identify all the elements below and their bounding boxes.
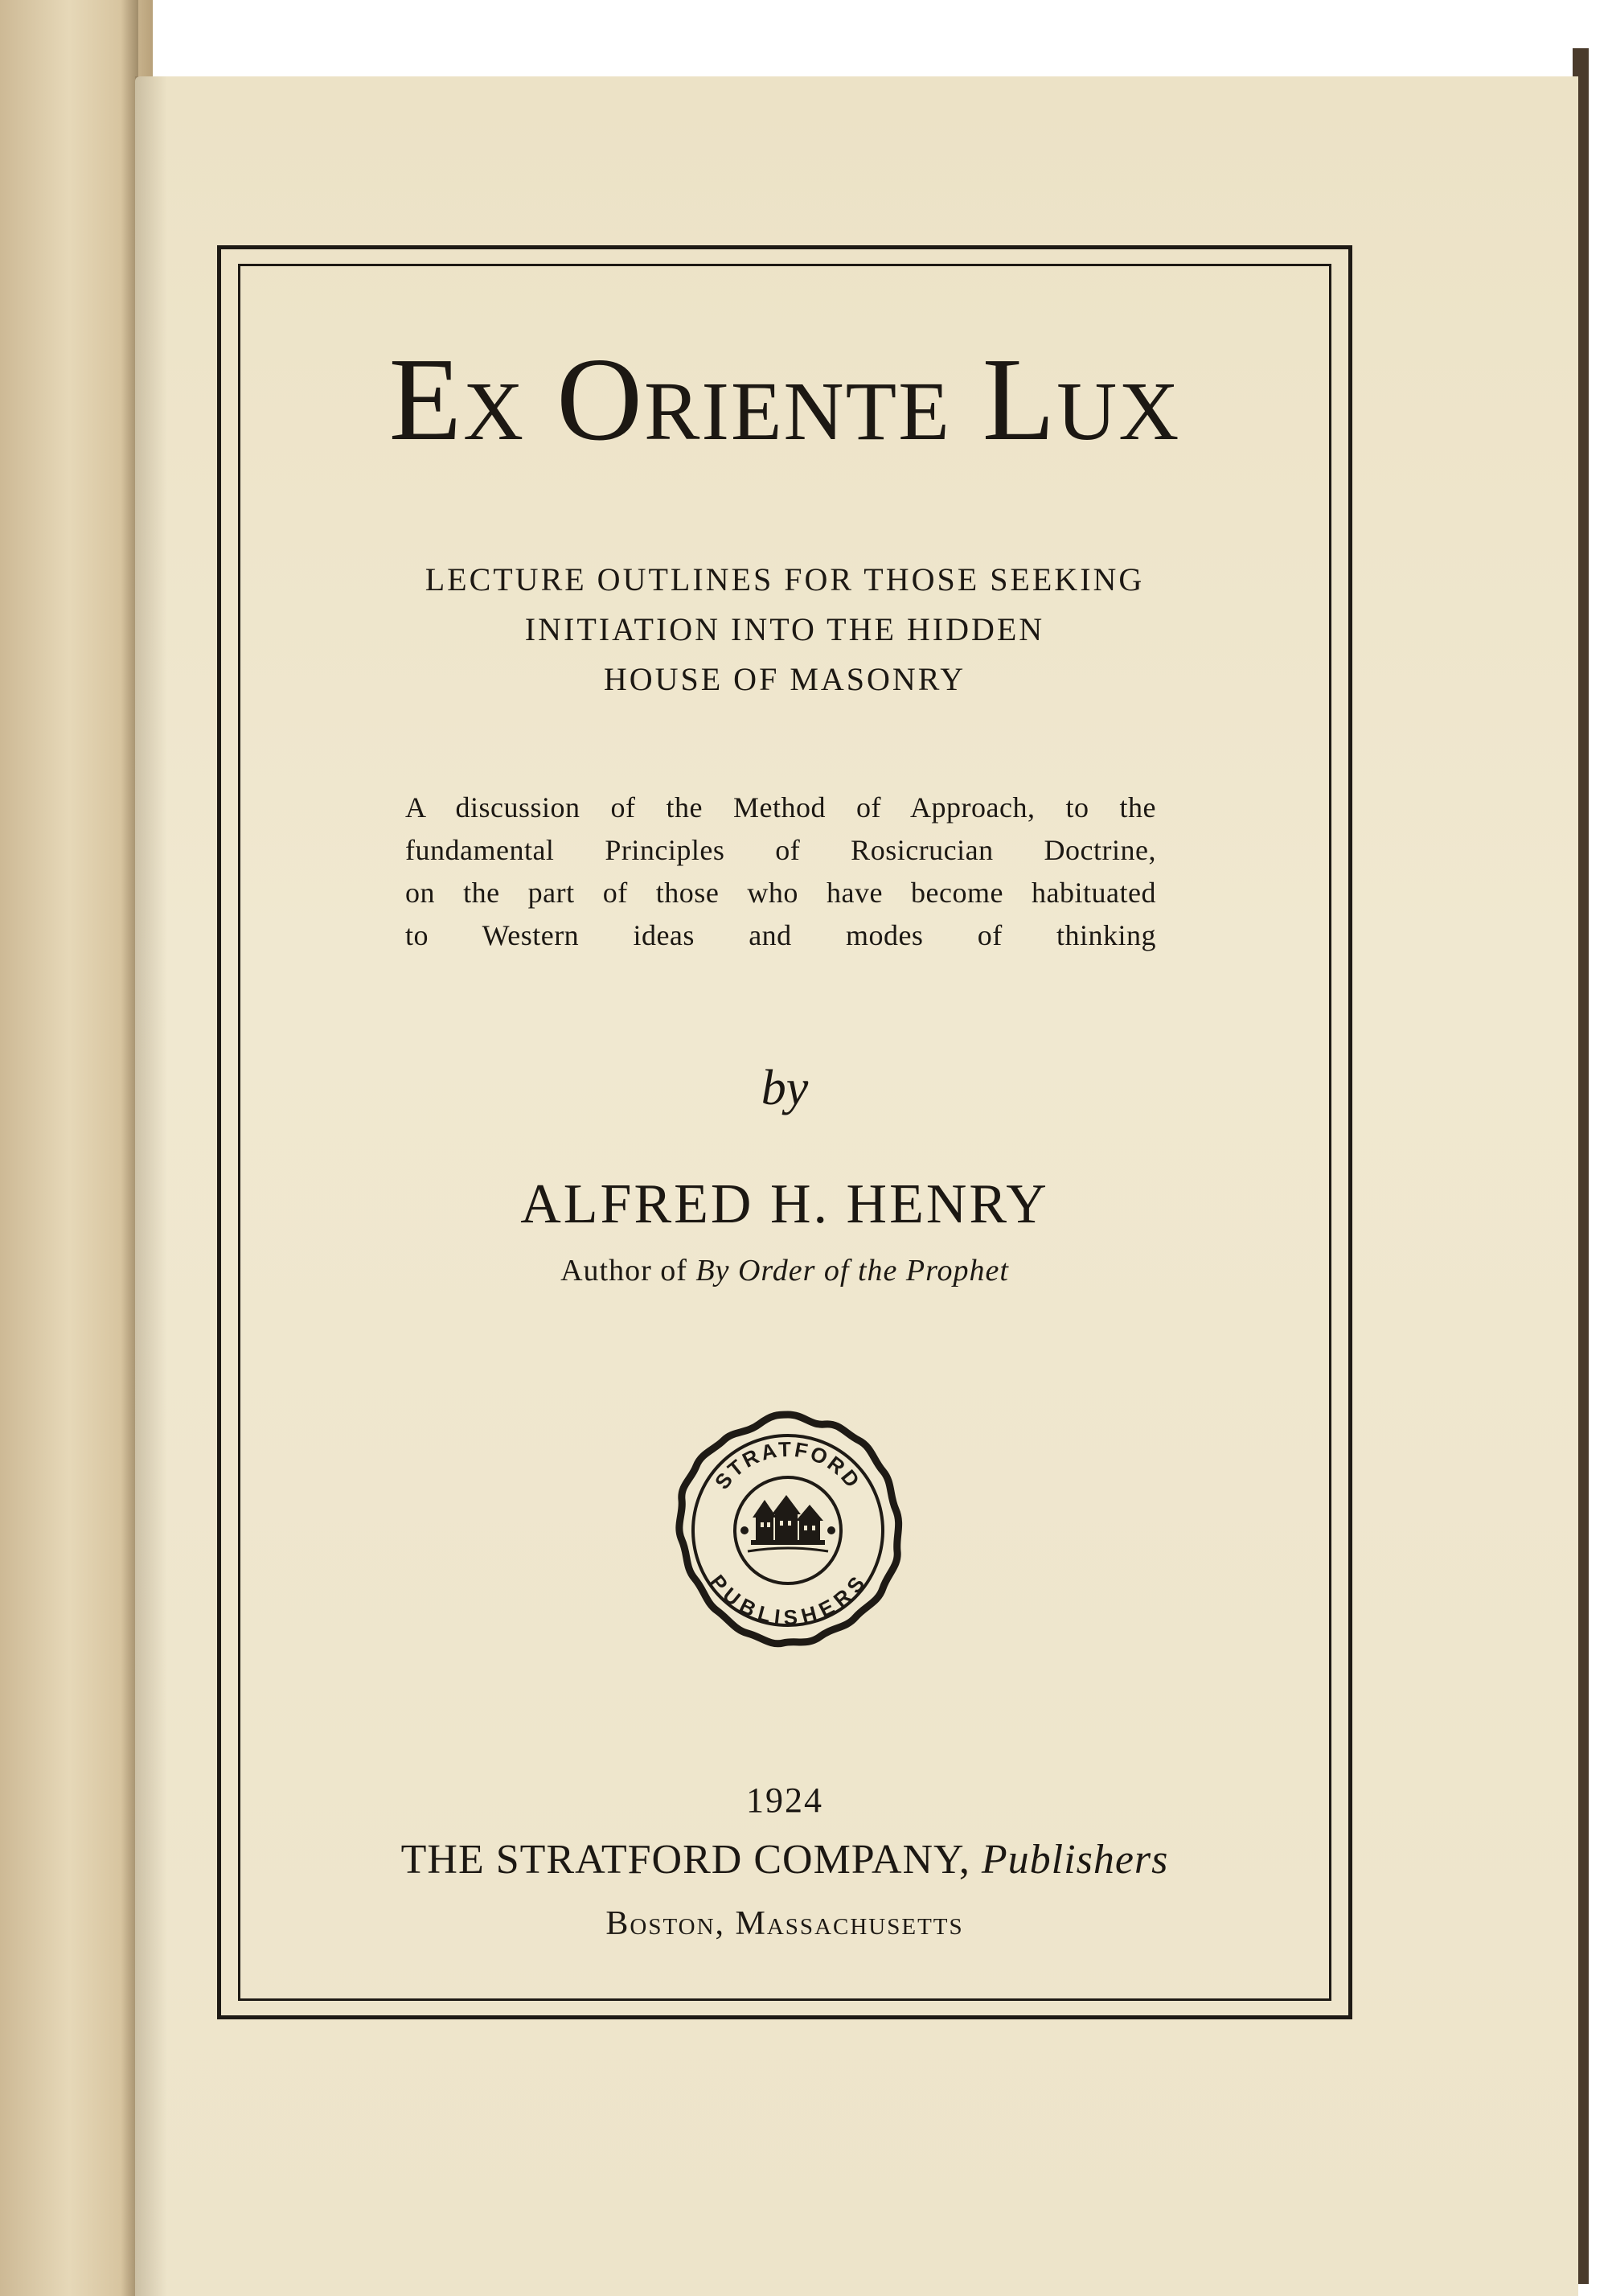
publication-year: 1924 xyxy=(746,1781,823,1820)
page-shadow xyxy=(135,76,167,2296)
title-page-content xyxy=(238,264,1331,2001)
description-line: to Western ideas and modes of thinking xyxy=(405,919,1156,951)
subtitle-line: LECTURE OUTLINES FOR THOSE SEEKING xyxy=(425,561,1145,598)
book-subtitle xyxy=(238,555,1331,704)
author-note-book-title: By Order of the Prophet xyxy=(695,1254,1009,1288)
author-note-prefix: Author of xyxy=(560,1254,687,1288)
publisher-seal-icon xyxy=(667,1410,909,1651)
book-title: Ex Oriente Lux xyxy=(388,334,1181,466)
subtitle-line: HOUSE OF MASONRY xyxy=(603,661,966,697)
book-description xyxy=(405,787,1156,957)
description-line: fundamental Principles of Rosicrucian Doctrine, xyxy=(405,834,1156,866)
by-line: by xyxy=(761,1061,809,1115)
description-line: A discussion of the Method of Approach, to the xyxy=(405,791,1156,824)
author-note xyxy=(238,1253,1331,1288)
publisher-location: Boston, Massachusetts xyxy=(605,1905,964,1942)
publisher-name: THE STRATFORD COMPANY, xyxy=(400,1837,970,1883)
publisher-role: Publishers xyxy=(981,1837,1169,1883)
subtitle-line: INITIATION INTO THE HIDDEN xyxy=(524,611,1045,647)
publisher-line xyxy=(238,1836,1331,1883)
svg-text:PUBLISHERS: PUBLISHERS xyxy=(704,1570,872,1630)
svg-text:STRATFORD: STRATFORD xyxy=(709,1436,867,1494)
description-line: on the part of those who have become habituated xyxy=(405,877,1156,909)
author-name: ALFRED H. HENRY xyxy=(520,1173,1049,1235)
